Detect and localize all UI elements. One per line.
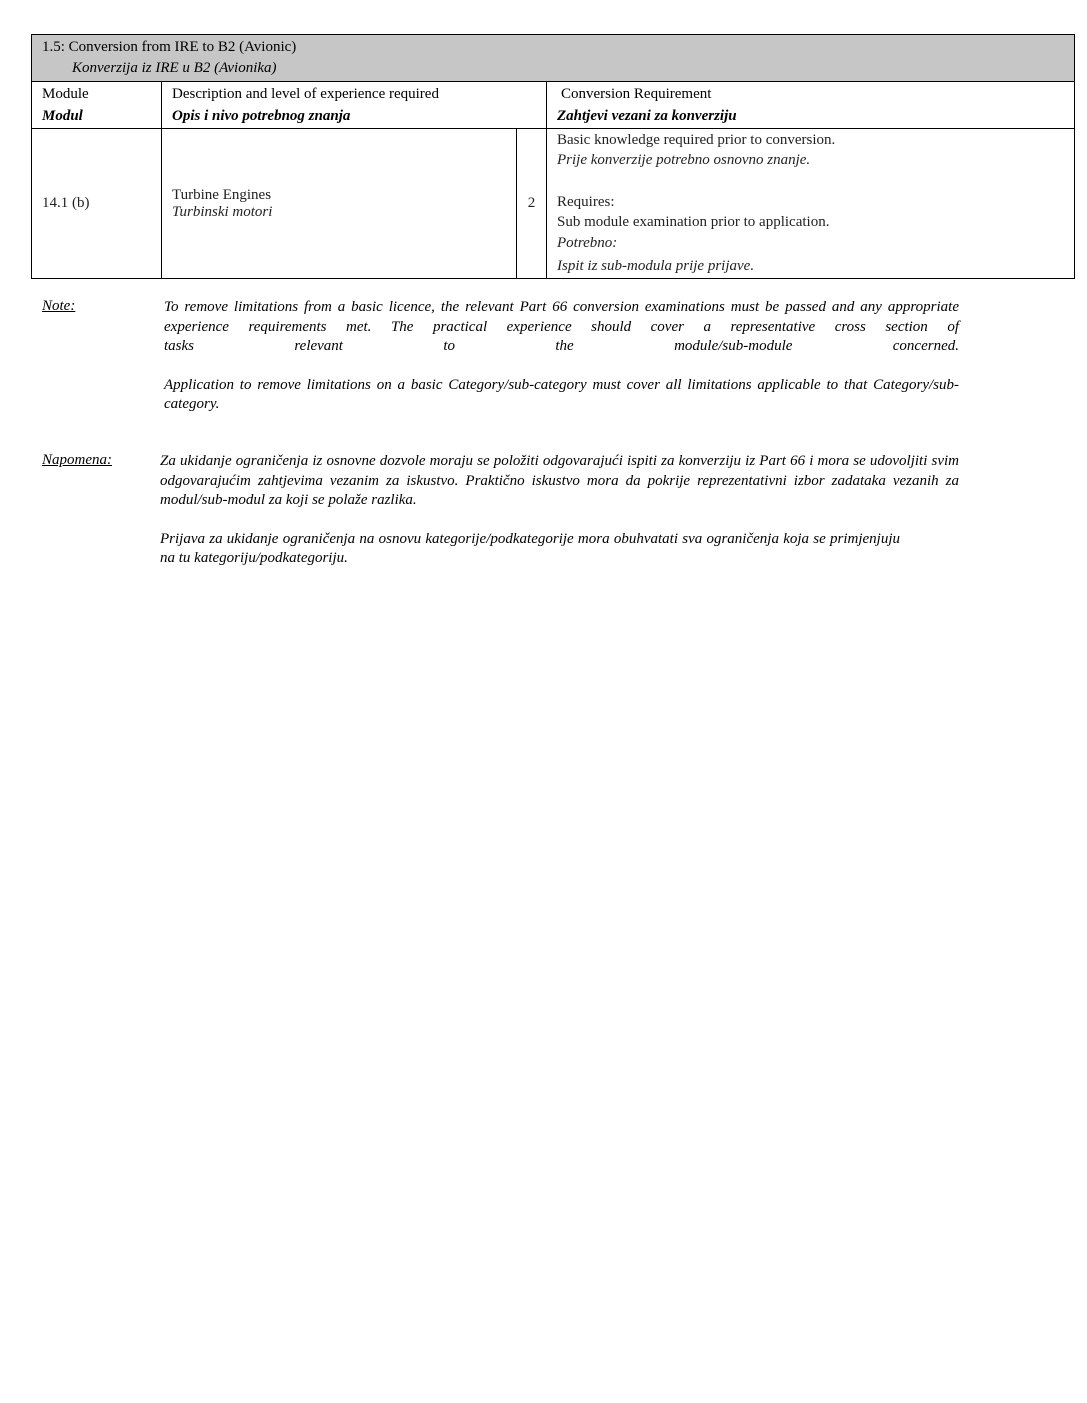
note-paragraph-1b: tasks relevant to the module/sub-module concerned.: [164, 338, 959, 354]
table-title-row: [32, 35, 1075, 82]
note-paragraph-1a: To remove limitations from a basic licence, the relevant Part 66 conversion examinations must be passed and any appropriate experience requirements met. The practical experience should cover a representative cross section of: [164, 299, 959, 335]
description-cell: Turbine Engines Turbinski motori: [162, 129, 517, 279]
table-title: 1.5: Conversion from IRE to B2 (Avionic): [42, 39, 297, 55]
napomena-paragraph-2: Prijava za ukidanje ograničenja na osnovu kategorije/podkategorije mora obuhvatati sva ograničenja koja se primjenjuju na tu kategoriju/podkategoriju.: [160, 530, 900, 566]
conversion-table: [31, 34, 1075, 279]
note-paragraph-2: Application to remove limitations on a basic Category/sub-category must cover all limitations applicable to that Category/sub-category.: [164, 376, 959, 412]
napomena-paragraph-1: Za ukidanje ograničenja iz osnovne dozvole moraju se položiti odgovarajući ispiti za konverziju iz Part 66 i mora se udovoljiti svim odgovarajućim zahtjevima vezanim za iskustvo. Praktično iskustvo mora da pokrije reprezentativni izbor zadataka vezanih za modul/sub-modul za koji se polaže razlika.: [160, 453, 959, 508]
table-row: [32, 129, 1075, 279]
header-description: Description and level of experience required Opis i nivo potrebnog znanja: [162, 82, 547, 129]
note-label: Note:: [42, 298, 76, 314]
table-title-cell: [32, 35, 1075, 82]
header-module: Module Modul: [32, 82, 162, 129]
table-title-translation: Konverzija iz IRE u B2 (Avionika): [72, 60, 277, 76]
note-section: [42, 298, 959, 415]
module-cell: 14.1 (b): [32, 129, 162, 279]
napomena-label: Napomena:: [42, 452, 112, 468]
header-requirement: Conversion Requirement Zahtjevi vezani za konverziju: [547, 82, 1075, 129]
napomena-section: [42, 452, 959, 569]
level-cell: 2: [517, 129, 547, 279]
table-header-row: [32, 82, 1075, 129]
requirement-cell: Basic knowledge required prior to conversion. Prije konverzije potrebno osnovno znanje. Requires: Sub module examination prior to application. Potrebno: Ispit iz sub-modula prije prijave.: [547, 129, 1075, 279]
